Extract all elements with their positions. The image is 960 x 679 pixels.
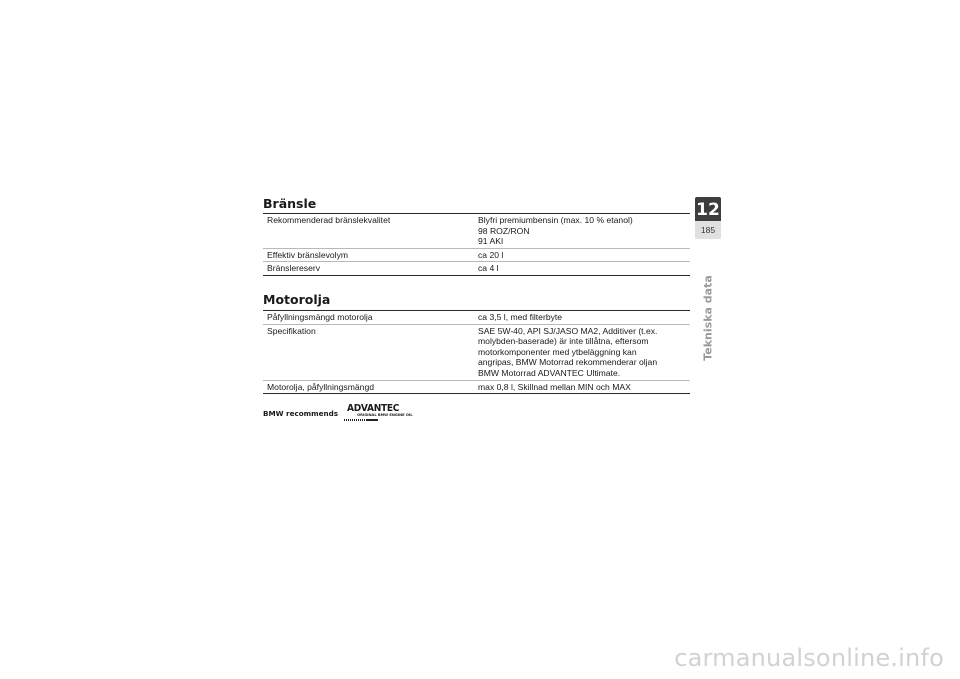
chapter-tab bbox=[695, 197, 721, 239]
spec-label: Påfyllningsmängd motorolja bbox=[267, 312, 373, 322]
advantec-logo bbox=[344, 403, 416, 423]
spec-label: Rekommenderad bränslekvalitet bbox=[267, 215, 391, 225]
table-row bbox=[263, 381, 690, 395]
logo-bar-icon bbox=[366, 419, 378, 421]
spec-value-line: ca 4 l bbox=[478, 263, 499, 274]
spec-value bbox=[476, 326, 690, 379]
spec-label: Motorolja, påfyllningsmängd bbox=[267, 381, 375, 392]
spec-value bbox=[476, 312, 690, 323]
spec-label: Effektiv bränslevolym bbox=[267, 249, 349, 260]
section-title-engine-oil: Motorolja bbox=[263, 292, 331, 307]
spec-value-line: max 0,8 l, Skillnad mellan MIN och MAX bbox=[478, 381, 631, 392]
logo-name: ADVANTEC bbox=[347, 403, 400, 414]
section-title-fuel: Bränsle bbox=[263, 196, 317, 211]
spec-value-line: molybden-baserade) är inte tillåtna, eftersom bbox=[478, 336, 649, 347]
spec-value-line: motorkomponenter med ytbeläggning kan bbox=[478, 346, 637, 357]
page-number: 185 bbox=[700, 225, 716, 235]
spec-value-line: BMW Motorrad ADVANTEC Ultimate. bbox=[478, 367, 621, 378]
spec-value-line: ca 3,5 l, med filterbyte bbox=[478, 312, 563, 322]
spec-value-line: ca 20 l bbox=[478, 249, 504, 260]
spec-value-line: Blyfri premiumbensin (max. 10 % etanol) bbox=[478, 215, 633, 225]
spec-value bbox=[476, 215, 690, 247]
spec-value bbox=[476, 263, 690, 274]
table-row bbox=[263, 325, 690, 381]
watermark: carmanualsonline.info bbox=[674, 644, 944, 672]
chapter-title: Tekniska data bbox=[701, 275, 715, 361]
spec-value bbox=[476, 382, 690, 393]
fuel-spec-table bbox=[263, 213, 690, 276]
spec-value-line: SAE 5W-40, API SJ/JASO MA2, Additiver (t.ex. bbox=[478, 325, 658, 336]
spec-value-line: angripas, BMW Motorrad rekommenderar oljan bbox=[478, 357, 658, 368]
engine-oil-spec-table bbox=[263, 310, 690, 394]
oil-recommendation bbox=[263, 403, 416, 423]
spec-label: Bränslereserv bbox=[267, 263, 321, 274]
table-row bbox=[263, 213, 690, 249]
table-row bbox=[263, 262, 690, 276]
logo-subtitle: ORIGINAL BMW ENGINE OIL bbox=[357, 413, 413, 417]
spec-value bbox=[476, 250, 690, 261]
table-row bbox=[263, 249, 690, 263]
table-row bbox=[263, 310, 690, 325]
spec-value-line: 98 ROZ/RON bbox=[478, 225, 530, 236]
spec-value-line: 91 AKI bbox=[478, 236, 504, 247]
recommendation-text: BMW recommends bbox=[263, 409, 339, 418]
spec-label: Specifikation bbox=[267, 325, 316, 336]
chapter-number: 12 bbox=[696, 200, 720, 220]
